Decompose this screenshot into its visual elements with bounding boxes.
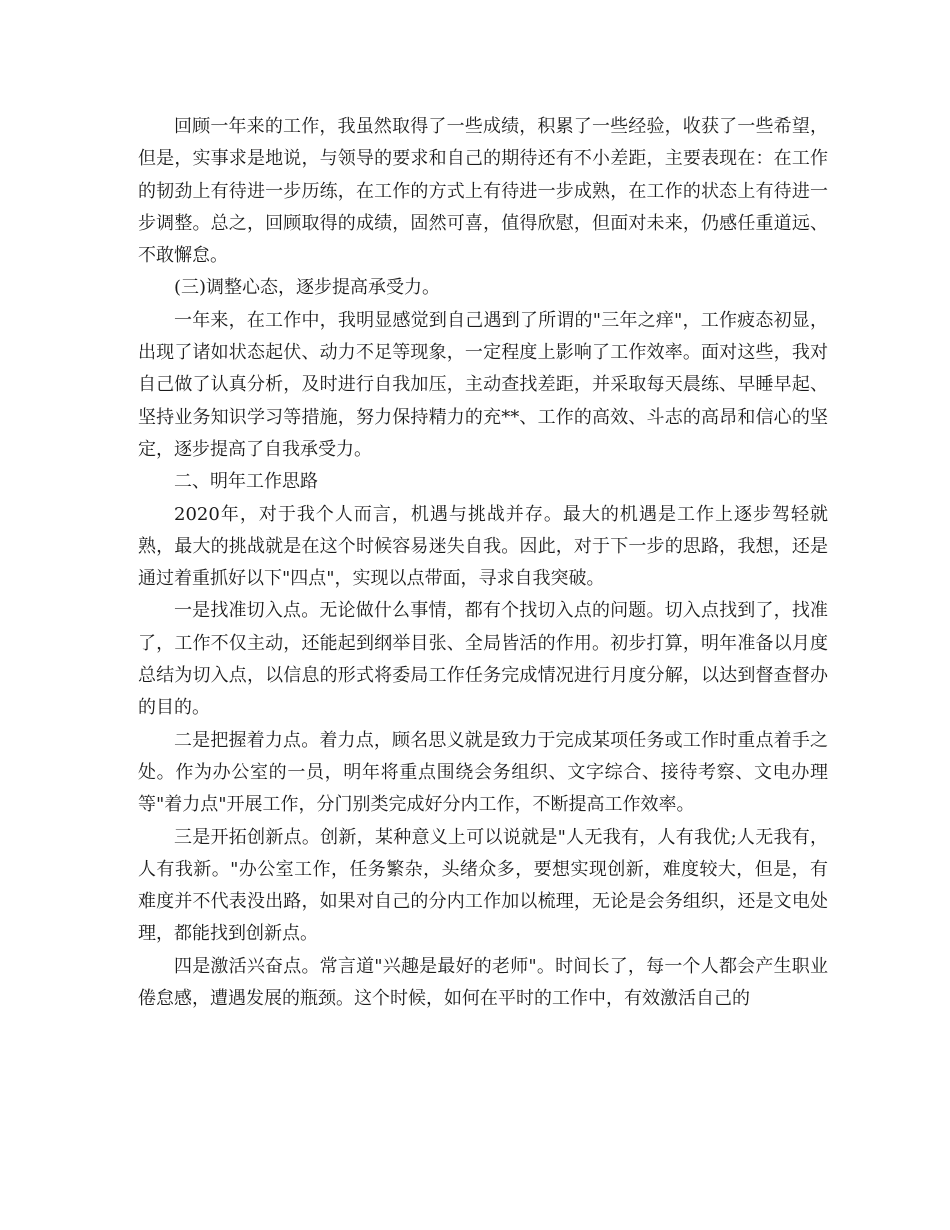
paragraph-review: 回顾一年来的工作，我虽然取得了一些成绩，积累了一些经验，收获了一些希望，但是，实事求是地说，与领导的要求和自己的期待还有不小差距，主要表现在：在工作的韧劲上有待进一步历练，在工作的方式上有待进一步成熟，在工作的状态上有待进一步调整。总之，回顾取得的成绩，固然可喜，值得欣慰，但面对未来，仍感任重道远、不敢懈怠。 — [138, 116, 828, 267]
paragraph-innovation-point: 三是开拓创新点。创新，某种意义上可以说就是"人无我有，人有我优;人无我有，人有我新。"办公室工作，任务繁杂，头绪众多，要想实现创新，难度较大，但是，有难度并不代表没出路，如果对自己的分内工作加以梳理，无论是会务组织，还是文电处理，都能找到创新点。 — [138, 826, 828, 945]
section-heading-adjust-mindset: (三)调整心态，逐步提高承受力。 — [174, 277, 441, 299]
paragraph-three-year-itch: 一年来，在工作中，我明显感觉到自己遇到了所谓的"三年之痒"，工作疲态初显，出现了诸如状态起伏、动力不足等现象，一定程度上影响了工作效率。面对这些，我对自己做了认真分析，及时进行自我加压，主动查找差距，并采取每天晨练、早睡早起、坚持业务知识学习等措施，努力保持精力的充**、工作的高效、斗志的高昂和信心的坚定，逐步提高了自我承受力。 — [138, 309, 828, 460]
paragraph-motivation-point: 四是激活兴奋点。常言道"兴趣是最好的老师"。时间长了，每一个人都会产生职业倦怠感，遭遇发展的瓶颈。这个时候，如何在平时的工作中，有效激活自己的 — [138, 955, 828, 1010]
paragraph-entry-point: 一是找准切入点。无论做什么事情，都有个找切入点的问题。切入点找到了，找准了，工作不仅主动，还能起到纲举目张、全局皆活的作用。初步打算，明年准备以月度总结为切入点，以信息的形式将委局工作任务完成情况进行月度分解，以达到督查督办的目的。 — [138, 600, 828, 719]
section-heading-next-year-plan: 二、明年工作思路 — [174, 471, 318, 493]
document-body — [138, 111, 828, 1015]
paragraph-focus-point: 二是把握着力点。着力点，顾名思义就是致力于完成某项任务或工作时重点着手之处。作为办公室的一员，明年将重点围绕会务组织、文字综合、接待考察、文电办理等"着力点"开展工作，分门别类完成好分内工作，不断提高工作效率。 — [138, 729, 828, 816]
paragraph-2020-outlook: 2020年，对于我个人而言，机遇与挑战并存。最大的机遇是工作上逐步驾轻就熟，最大的挑战就是在这个时候容易迷失自我。因此，对于下一步的思路，我想，还是通过着重抓好以下"四点"，实现以点带面，寻求自我突破。 — [138, 503, 828, 590]
